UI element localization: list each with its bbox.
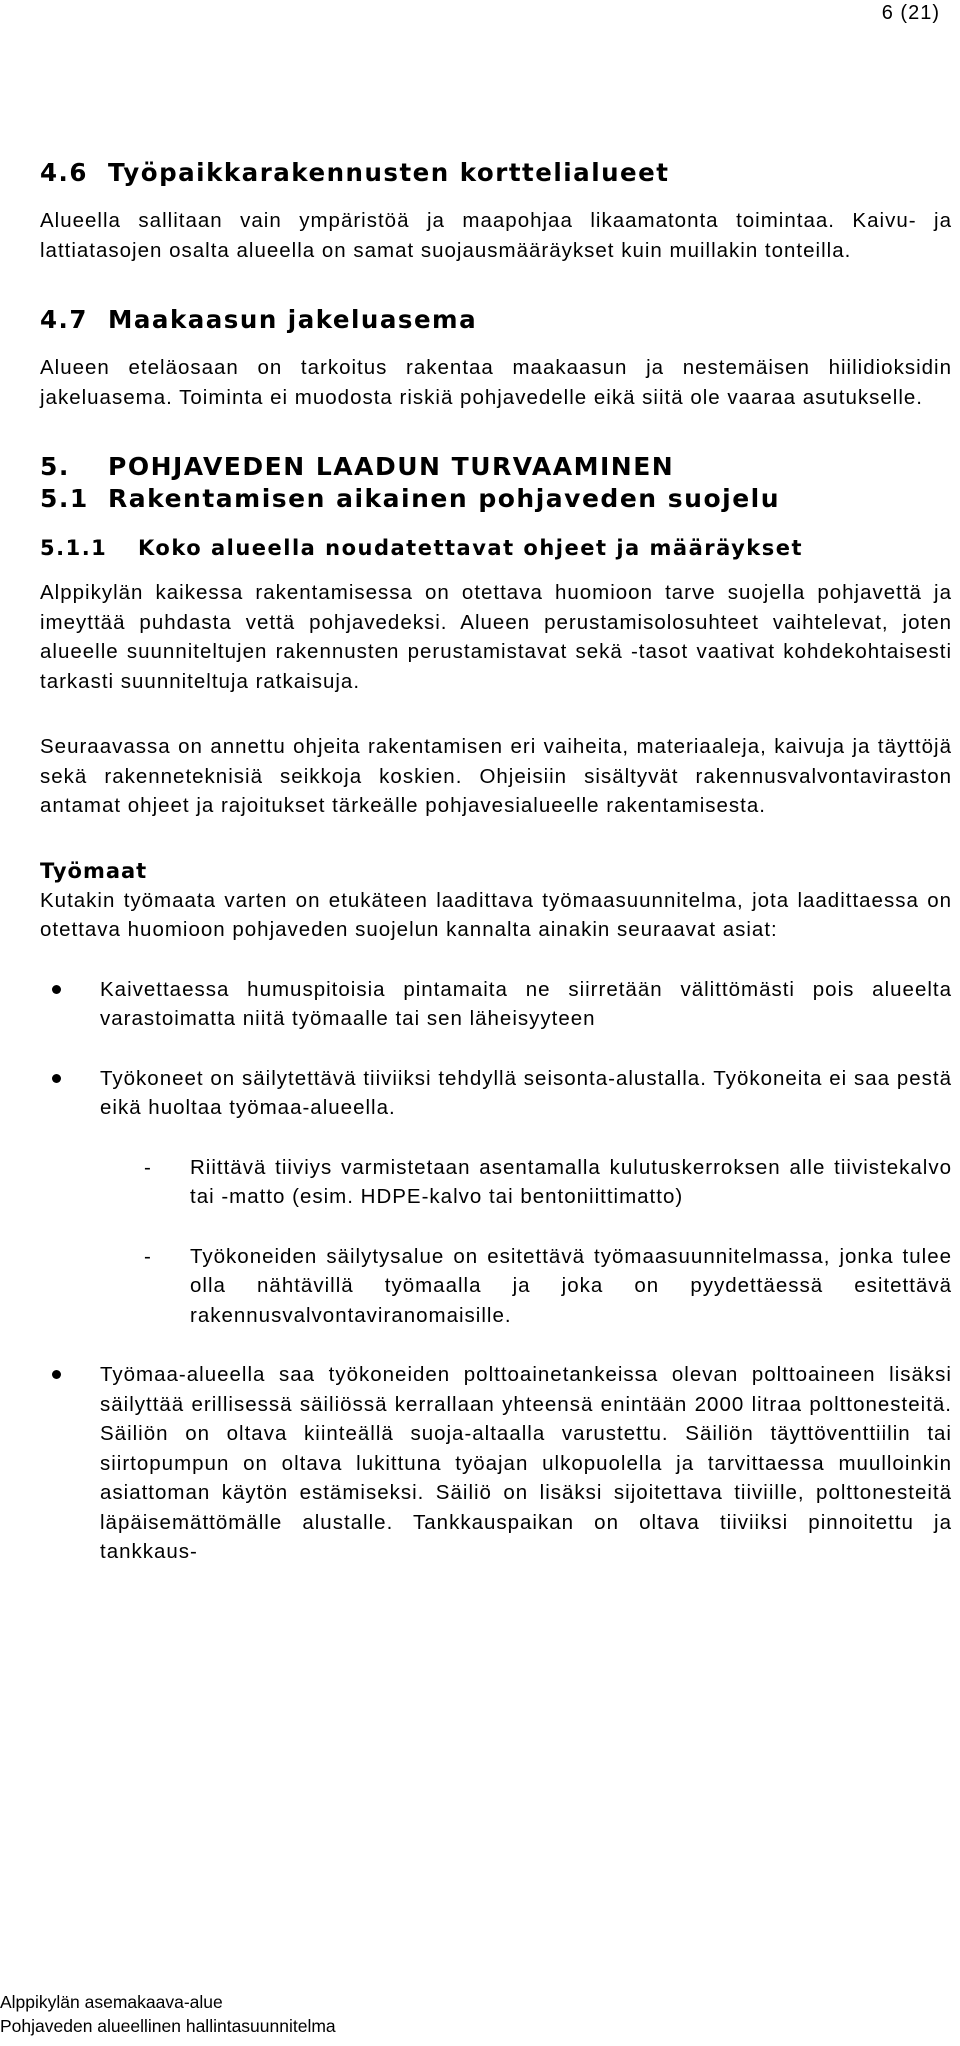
document-body (40, 158, 952, 1597)
subsubsection-title: Koko alueella noudatettavat ohjeet ja määräykset (138, 536, 804, 560)
list-item (40, 1064, 952, 1123)
paragraph: Seuraavassa on annettu ohjeita rakentamisen eri vaiheita, materiaaleja, kaivuja ja täyttöjä sekä rakenneteknisiä seikkoja koskien. Ohjeisiin sisältyvät rakennusvalvontaviraston antamat ohjeet ja rajoitukset tärkeälle pohjavesialueelle rakentamisesta. (40, 735, 952, 817)
worksites-section (40, 857, 952, 1567)
subsection-heading (40, 484, 952, 514)
page-footer (0, 1990, 336, 2038)
section-4-7 (40, 305, 952, 412)
paragraph: Alppikylän kaikessa rakentamisessa on otettava huomioon tarve suojella pohjavettä ja imeyttää puhdasta vettä pohjavedeksi. Alueen perustamisolosuhteet vaihtelevat, joten alueelle suunniteltujen rakennusten perustamistavat sekä -tasot vaativat kohdekohtaisesti tarkasti suunniteltuja ratkaisuja. (40, 581, 952, 693)
list-item-text: Työmaa-alueella saa työkoneiden polttoainetankeissa olevan polttoaineen lisäksi säilyttää erillisessä säiliössä kerrallaan yhteensä enintään 2000 litraa polttonesteitä. Säiliön on oltava kiinteällä suoja-altaalla varustettu. Säiliön täyttöventtiilin tai siirtopumpun on oltava lukittuna työajan ulkopuolella ja tarvittaessa muulloinkin asiattoman käytön estämiseksi. Säiliö on lisäksi sijoitettava tiiviille, polttonesteitä läpäisemättömälle alustalle. Tankkauspaikan on oltava tiiviiksi pinnoitettu ja tankkaus- (100, 1363, 952, 1563)
footer-line: Alppikylän asemakaava-alue (0, 1992, 223, 2012)
list-item (40, 1153, 952, 1212)
section-heading (40, 305, 952, 335)
list-item-text: Työkoneet on säilytettävä tiiviiksi tehdyllä seisonta-alustalla. Työkoneita ei saa pestä eikä huoltaa työmaa-alueella. (100, 1066, 952, 1119)
bullet-icon (52, 1370, 61, 1379)
section-title: Työpaikkarakennusten korttelialueet (108, 158, 670, 187)
chapter-title: POHJAVEDEN LAADUN TURVAAMINEN (108, 452, 675, 481)
subsection-number: 5.1 (40, 484, 89, 513)
subsubsection-heading (40, 534, 952, 562)
chapter-number: 5. (40, 452, 70, 481)
section-text: Alueella sallitaan vain ympäristöä ja maapohjaa likaamatonta toimintaa. Kaivu- ja lattiatasojen osalta alueella on samat suojausmääräykset kuin muillakin tonteilla. (40, 209, 952, 262)
page-number: 6 (21) (881, 2, 940, 24)
list-item-text: Työkoneiden säilytysalue on esitettävä työmaasuunnitelmassa, jonka tulee olla nähtävillä työmaalla ja joka on pyydettäessä esitettävä rakennusvalvontaviranomaisille. (190, 1244, 952, 1327)
dash-icon: - (144, 1155, 151, 1179)
section-4-6 (40, 158, 952, 265)
section-heading (40, 158, 952, 188)
subsection-title: Rakentamisen aikainen pohjaveden suojelu (108, 484, 781, 513)
list-item-text: Riittävä tiiviys varmistetaan asentamalla kulutuskerroksen alle tiivistekalvo tai -matto (esim. HDPE-kalvo tai bentoniittimatto) (190, 1155, 952, 1208)
list-item-text: Kaivettaessa humuspitoisia pintamaita ne siirretään välittömästi pois alueelta varastoimatta niitä työmaalle tai sen läheisyyteen (100, 977, 952, 1030)
dash-icon: - (144, 1244, 151, 1268)
bullet-icon (52, 985, 61, 994)
bullet-icon (52, 1074, 61, 1083)
section-number: 4.7 (40, 305, 88, 334)
worksites-heading: Työmaat (40, 858, 148, 883)
dash-list (40, 1153, 952, 1331)
section-text: Alueen eteläosaan on tarkoitus rakentaa maakaasun ja nestemäisen hiilidioksidin jakeluasema. Toiminta ei muodosta riskiä pohjavedelle eikä siitä ole vaaraa asutukselle. (40, 356, 952, 409)
bullet-list (40, 975, 952, 1123)
list-item (40, 1242, 952, 1331)
bullet-list (40, 1360, 952, 1567)
subsubsection-number: 5.1.1 (40, 536, 108, 560)
list-item (40, 975, 952, 1034)
section-title: Maakaasun jakeluasema (108, 305, 478, 334)
chapter-heading (40, 452, 952, 482)
footer-line: Pohjaveden alueellinen hallintasuunnitelma (0, 2016, 336, 2036)
worksites-intro: Kutakin työmaata varten on etukäteen laadittava työmaasuunnitelma, jota laadittaessa on otettava huomioon pohjaveden suojelun kannalta ainakin seuraavat asiat: (40, 888, 952, 941)
list-item (40, 1360, 952, 1567)
section-number: 4.6 (40, 158, 88, 187)
